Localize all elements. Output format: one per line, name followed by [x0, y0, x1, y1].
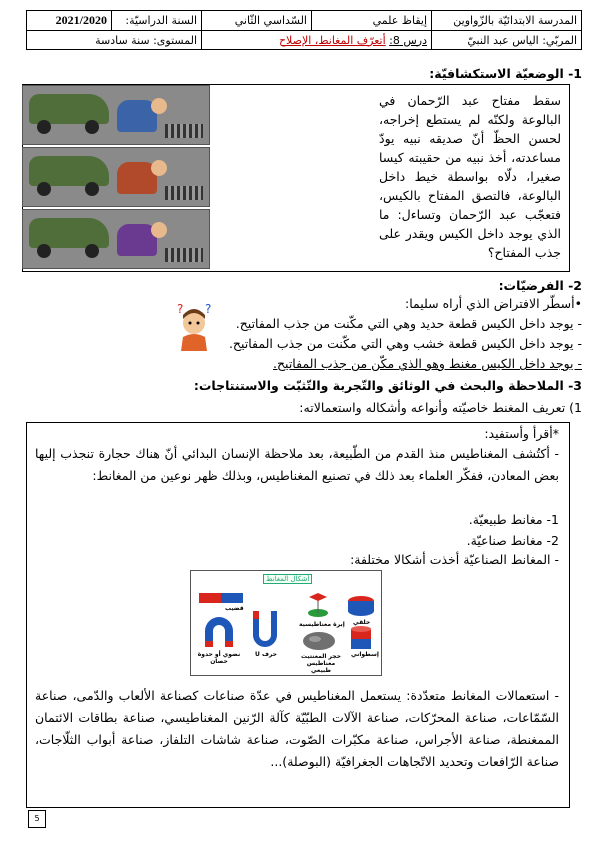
semester: السّداسي الثّاني — [202, 11, 312, 31]
lesson-number: درس 8: — [389, 33, 427, 47]
magnet-type-1: 1- مغانط طبيعيّة. — [468, 512, 559, 527]
svg-text:?: ? — [177, 302, 184, 316]
lesson-title-cell — [202, 31, 432, 50]
label-cylinder: إسطواني — [351, 651, 379, 658]
label-ring: حلقي — [353, 619, 371, 626]
magnet-shapes-figure — [190, 570, 382, 676]
hypothesis-2: - يوجد داخل الكيس قطعة خشب وهي التي مكّنت من جذب المفاتيح. — [228, 336, 582, 351]
shapes-line: - المغانط الصناعيّة أخذت أشكالا مختلفة: — [350, 552, 559, 567]
school-year: 2021/2020 — [27, 11, 112, 31]
header-table — [26, 10, 582, 50]
thinking-boy-icon — [171, 301, 217, 351]
discovery-paragraph: - أكتُشف المغناطيس منذ القدم من الطّبيعة، بعد ملاحظة الإنسان البدائي أنّ هناك حجارة تنجذب إليها بعض المعادن، ففكّر العلماء بعد ذلك في تصنيع المغناطيس، وبذلك ظهر نوعين من المغانط: — [35, 446, 559, 483]
label-needle: إبرة مغناطيسية — [299, 621, 345, 628]
figure-title: أشكال المغانط — [263, 574, 312, 584]
magnet-type-2: 2- مغانط صناعيّة. — [466, 533, 559, 548]
label-u: حرف U — [255, 651, 277, 658]
illustration-panel-1 — [22, 85, 210, 145]
hypothesis-3: - يوجد داخل الكيس مغنط وهو الذي مكّن من جذب المفاتيح. — [273, 356, 582, 371]
subject: إيقاظ علمي — [312, 11, 432, 31]
year-label: السنة الدراسيّة: — [112, 11, 202, 31]
school-name: المدرسة الابتدائيّة بالزّواوين — [432, 11, 582, 31]
hypothesis-intro: •أسطّر الافتراض الذي أراه سليما: — [405, 296, 582, 311]
svg-text:?: ? — [205, 302, 212, 316]
section3-subtitle: 1) تعريف المغنط خاصيّته وأنواعه وأشكاله واستعمالاته: — [299, 400, 582, 415]
situation-text: سقط مفتاح عبد الرّحمان في البالوعة ولكنّه لم يستطع إخراجه، لحسن الحظّ أنّ صديقه نبيه يودّ مساعدته، أخذ نبيه من حقيبته كيسا صغيرا، دلّاه بواسطة خيط داخل البالوعة، فالتصق المفتاح بالكيس، فتعجّب عبد الرّحمان وتساءل: ما الذي يوجد داخل الكيس ويقدر على جذب المفتاح؟ — [379, 93, 561, 260]
section1-title: 1- الوضعيّة الاستكشافيّة: — [429, 66, 582, 81]
illustration-panel-3 — [22, 209, 210, 269]
label-bar: قضيب — [225, 605, 244, 612]
uses-paragraph: - استعمالات المغانط متعدّدة: يستعمل المغناطيس في عدّة صناعات كصناعة الألعاب والدّمى، صناعة السّمّاعات، صناعة المحرّكات، صناعة الآلات الطبّيّة كآلة الرّنين المغناطيسي، صناعة بطاقات الائتمان الممغنطة، صناعة الأجراس، صناعة مكبّرات الصّوت، صناعة شاشات التلفاز، صناعة أبواب الثلّاجات، صناعة الرّافعات وتحديد الاتّجاهات الجغرافيّة (البوصلة)... — [35, 688, 559, 769]
illustration-panel-2 — [22, 147, 210, 207]
page-number: 5 — [28, 810, 46, 828]
read-heading: *أقرأ وأستفيد: — [484, 426, 559, 441]
lesson-title: أتعرّف المغانط، الإصلاح — [278, 33, 386, 47]
section2-title: 2- الفرضيّات: — [498, 278, 582, 293]
label-horseshoe: نضوي أو حدوة حصان — [197, 651, 241, 665]
section3-title: 3- الملاحظة والبحث في الوثائق والتّجربة والتّثبّت والاستنتاجات: — [193, 378, 582, 393]
teacher-name: المربّي: الياس عبد النبيّ — [432, 31, 582, 50]
label-stone: حجر المغنتيت مغناطيس طبيعي — [301, 653, 341, 674]
hypothesis-1: - يوجد داخل الكيس قطعة حديد وهي التي مكّنت من جذب المفاتيح. — [235, 316, 582, 331]
level: المستوى: سنة سادسة — [27, 31, 202, 50]
